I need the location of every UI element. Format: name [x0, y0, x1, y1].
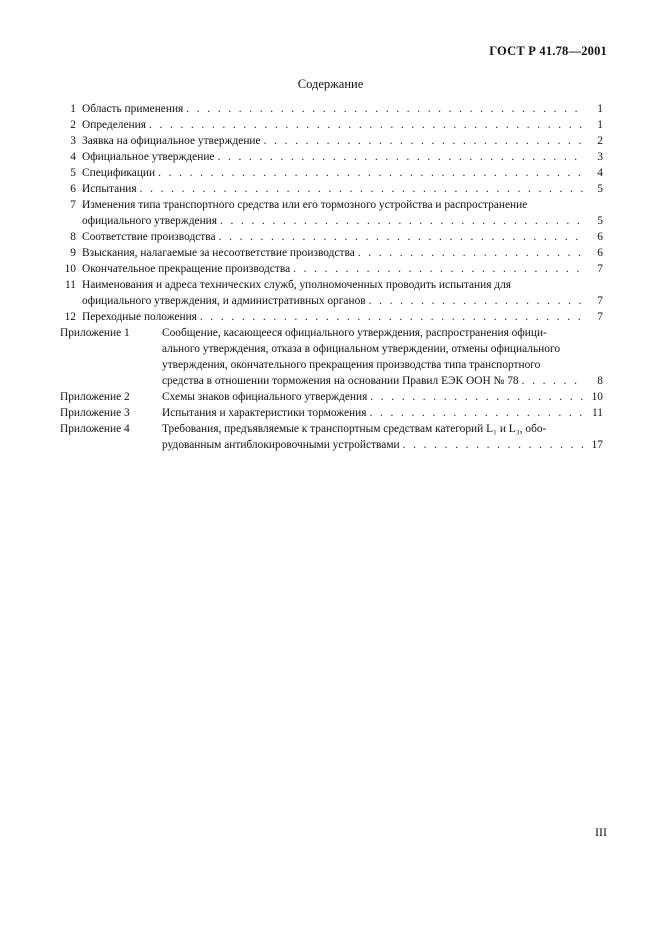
toc-entry-title: ального утверждения, отказа в официальном утверждении, отмены официального	[162, 343, 561, 355]
toc-entry[interactable]	[60, 181, 603, 197]
toc-entry-title: рудованным антиблокировочными устройствами	[162, 439, 400, 451]
toc-entry-number: 4	[70, 151, 76, 163]
dot-leader	[155, 165, 583, 181]
toc-entry[interactable]	[60, 261, 603, 277]
toc-entry-number: 11	[65, 279, 76, 291]
toc-page-number: 6	[597, 247, 603, 259]
toc-entry-title: средства в отношении торможения на основании Правил ЕЭК ООН № 78	[162, 375, 519, 387]
toc-entry-title: Наименования и адреса технических служб, уполномоченных проводить испытания для	[82, 279, 511, 291]
toc-page-number: 6	[597, 231, 603, 243]
toc-entry-title: Окончательное прекращение производства	[82, 263, 291, 275]
toc-entry[interactable]	[60, 421, 603, 453]
toc-entry-title: Схемы знаков официального утверждения	[162, 391, 368, 403]
toc-entry-number: 1	[70, 103, 76, 115]
toc-page-number: 1	[597, 119, 603, 131]
toc-entry-title: Требования, предъявляемые к транспортным средствам категорий L₁ и L₃, обо-	[162, 423, 547, 435]
toc-entry-number: 9	[70, 247, 76, 259]
toc-entry[interactable]	[60, 325, 603, 389]
toc-entry-title: Официальное утверждение	[82, 151, 215, 163]
toc-page-number: 5	[597, 215, 603, 227]
toc-entry-title: официального утверждения	[82, 215, 218, 227]
toc-page-number: 8	[597, 375, 603, 387]
toc-entry-title: Определения	[82, 119, 146, 131]
dot-leader	[216, 229, 583, 245]
toc-entry-title: Изменения типа транспортного средства или его тормозного устройства и распространение	[82, 199, 528, 211]
toc-appendix-label: Приложение 1	[60, 327, 130, 339]
dot-leader	[261, 133, 583, 149]
toc-page-number: 10	[591, 391, 603, 403]
dot-leader	[217, 213, 583, 229]
toc-entry-title: Заявка на официальное утверждение	[82, 135, 261, 147]
toc-appendix-label: Приложение 3	[60, 407, 130, 419]
toc-entry-title: Спецификации	[82, 167, 156, 179]
toc-page-number: 7	[597, 311, 603, 323]
dot-leader	[366, 293, 583, 309]
toc-entry[interactable]	[60, 117, 603, 133]
toc-page-number: 5	[597, 183, 603, 195]
toc-entry-number: 7	[70, 199, 76, 211]
toc-entry-number: 12	[64, 311, 76, 323]
toc-entry-title: Испытания	[82, 183, 137, 195]
toc-entry-number: 2	[70, 119, 76, 131]
toc-entry[interactable]	[60, 133, 603, 149]
toc-entry[interactable]	[60, 165, 603, 181]
toc-entry[interactable]	[60, 101, 603, 117]
toc-entry[interactable]	[60, 309, 603, 325]
dot-leader	[366, 405, 583, 421]
toc-page-number: 7	[597, 295, 603, 307]
toc-entry-title: утверждения, окончательного прекращения производства типа транспортного	[162, 359, 541, 371]
dot-leader	[146, 117, 583, 133]
toc-page-number: 4	[597, 167, 603, 179]
toc-entry-number: 6	[70, 183, 76, 195]
page-number: III	[595, 825, 607, 839]
page-title: Содержание	[297, 77, 364, 91]
toc-entry-number: 10	[64, 263, 76, 275]
dot-leader	[519, 373, 583, 389]
dot-leader	[355, 245, 583, 261]
document-code: ГОСТ Р 41.78—2001	[489, 44, 607, 58]
toc-page-number: 1	[597, 103, 603, 115]
toc-entry[interactable]	[60, 277, 603, 309]
table-of-contents	[60, 101, 603, 453]
toc-entry[interactable]	[60, 197, 603, 229]
toc-page-number: 11	[592, 407, 603, 419]
toc-entry[interactable]	[60, 245, 603, 261]
dot-leader	[137, 181, 583, 197]
toc-entry-title: Область применения	[82, 103, 184, 115]
toc-page-number: 7	[597, 263, 603, 275]
dot-leader	[197, 309, 583, 325]
dot-leader	[400, 437, 583, 453]
toc-entry[interactable]	[60, 389, 603, 405]
toc-page-number: 17	[591, 439, 603, 451]
toc-entry-title: Сообщение, касающееся официального утверждения, распространения офици-	[162, 327, 547, 339]
dot-leader	[290, 261, 583, 277]
toc-entry-title: Соответствие производства	[82, 231, 216, 243]
toc-appendix-label: Приложение 4	[60, 423, 130, 435]
toc-page-number: 3	[597, 151, 603, 163]
toc-entry-number: 5	[70, 167, 76, 179]
toc-page-number: 2	[597, 135, 603, 147]
toc-entry-title: официального утверждения, и административных органов	[82, 295, 366, 307]
toc-appendix-label: Приложение 2	[60, 391, 130, 403]
dot-leader	[214, 149, 583, 165]
toc-entry-number: 3	[70, 135, 76, 147]
toc-entry[interactable]	[60, 405, 603, 421]
toc-entry-title: Взыскания, налагаемые за несоответствие производства	[82, 247, 355, 259]
toc-entry-title: Испытания и характеристики торможения	[162, 407, 367, 419]
toc-entry[interactable]	[60, 149, 603, 165]
toc-entry[interactable]	[60, 229, 603, 245]
dot-leader	[183, 101, 583, 117]
dot-leader	[367, 389, 583, 405]
toc-entry-number: 8	[70, 231, 76, 243]
toc-entry-title: Переходные положения	[82, 311, 197, 323]
